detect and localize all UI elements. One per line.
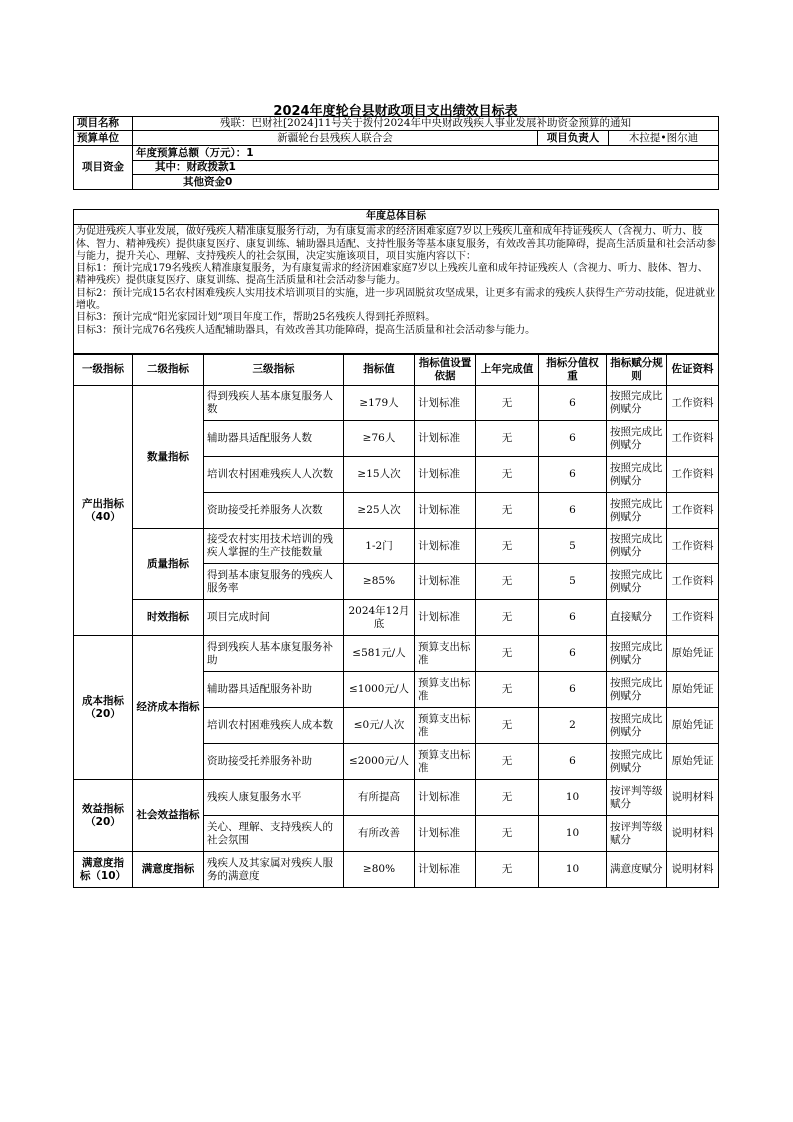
prev-cell: 无 xyxy=(476,564,539,600)
table-row xyxy=(74,780,719,816)
rule-cell: 按照完成比例赋分 xyxy=(607,386,667,421)
weight-cell: 6 xyxy=(539,672,607,708)
rule-cell: 按照完成比例赋分 xyxy=(607,708,667,744)
prev-cell: 无 xyxy=(476,744,539,780)
evidence-cell: 工作资料 xyxy=(667,493,719,529)
level2-cell: 满意度指标 xyxy=(133,852,204,888)
evidence-cell: 原始凭证 xyxy=(667,708,719,744)
value-cell: 2024年12月底 xyxy=(344,600,415,636)
rule-cell: 满意度赋分 xyxy=(607,852,667,888)
level2-cell: 质量指标 xyxy=(133,529,204,600)
value-cell: ≥25人次 xyxy=(344,493,415,529)
weight-cell: 6 xyxy=(539,493,607,529)
basis-cell: 预算支出标准 xyxy=(415,672,476,708)
level3-cell: 资助接受托养服务补助 xyxy=(204,744,344,780)
prev-cell: 无 xyxy=(476,672,539,708)
basis-cell: 预算支出标准 xyxy=(415,744,476,780)
prev-cell: 无 xyxy=(476,457,539,493)
weight-cell: 6 xyxy=(539,600,607,636)
basis-cell: 计划标准 xyxy=(415,493,476,529)
weight-cell: 10 xyxy=(539,852,607,888)
evidence-cell: 原始凭证 xyxy=(667,744,719,780)
weight-cell: 10 xyxy=(539,780,607,816)
level1-cell: 成本指标（20） xyxy=(74,636,133,780)
leader-value: 木拉提•图尔迪 xyxy=(609,131,719,146)
value-cell: ≤0元/人次 xyxy=(344,708,415,744)
rule-cell: 按照完成比例赋分 xyxy=(607,529,667,564)
prev-cell: 无 xyxy=(476,386,539,421)
evidence-cell: 工作资料 xyxy=(667,529,719,564)
evidence-cell: 原始凭证 xyxy=(667,672,719,708)
goal-paragraph: 目标1：预计完成179名残疾人精准康复服务，为有康复需求的经济困难家庭7岁以上残疾儿童和成年持证残疾人（含视力、听力、肢体、智力、精神残疾）提供康复医疗、康复训练、提高生活质量和社会活动参与能力。 xyxy=(76,263,708,287)
basis-cell: 计划标准 xyxy=(415,852,476,888)
evidence-cell: 工作资料 xyxy=(667,457,719,493)
level3-cell: 接受农村实用技术培训的残疾人掌握的生产技能数量 xyxy=(204,529,344,564)
level1-cell: 效益指标（20） xyxy=(74,780,133,852)
value-cell: 1-2门 xyxy=(344,529,415,564)
prev-cell: 无 xyxy=(476,852,539,888)
level3-cell: 得到残疾人基本康复服务人数 xyxy=(204,386,344,421)
funds-total: 年度预算总额（万元）：1 xyxy=(133,146,719,161)
evidence-cell: 说明材料 xyxy=(667,816,719,852)
rule-cell: 按照完成比例赋分 xyxy=(607,744,667,780)
project-info-table xyxy=(73,116,719,190)
level3-cell: 关心、理解、支持残疾人的社会氛围 xyxy=(204,816,344,852)
table-row xyxy=(74,529,719,564)
level3-cell: 得到基本康复服务的残疾人服务率 xyxy=(204,564,344,600)
level3-cell: 项目完成时间 xyxy=(204,600,344,636)
level2-cell: 社会效益指标 xyxy=(133,780,204,852)
weight-cell: 6 xyxy=(539,421,607,457)
value-cell: ≥76人 xyxy=(344,421,415,457)
prev-cell: 无 xyxy=(476,816,539,852)
goal-paragraph: 目标3：预计完成76名残疾人适配辅助器具，有效改善其功能障碍，提高生活质量和社会活动参与能力。 xyxy=(76,324,536,336)
value-cell: ≥179人 xyxy=(344,386,415,421)
level1-cell: 产出指标（40） xyxy=(74,386,133,636)
prev-cell: 无 xyxy=(476,493,539,529)
level2-cell: 经济成本指标 xyxy=(133,636,204,780)
level3-cell: 残疾人及其家属对残疾人服务的满意度 xyxy=(204,852,344,888)
weight-cell: 6 xyxy=(539,457,607,493)
level3-cell: 辅助器具适配服务人数 xyxy=(204,421,344,457)
table-row xyxy=(74,636,719,672)
rule-cell: 按照完成比例赋分 xyxy=(607,421,667,457)
value-cell: ≥80% xyxy=(344,852,415,888)
evidence-cell: 工作资料 xyxy=(667,564,719,600)
leader-label: 项目负责人 xyxy=(538,131,609,146)
basis-cell: 计划标准 xyxy=(415,564,476,600)
prev-cell: 无 xyxy=(476,708,539,744)
project-name-value: 残联：巴财社[2024]11号关于拨付2024年中央财政残疾人事业发展补助资金预算的通知 xyxy=(133,117,719,131)
goal-paragraph: 目标2：预计完成15名农村困难残疾人实用技术培训项目的实施，进一步巩固脱贫攻坚成果，让更多有需求的残疾人获得生产劳动技能，促进就业增收。 xyxy=(76,287,716,312)
indicators-body xyxy=(74,386,719,888)
funds-label: 项目资金 xyxy=(74,146,133,190)
rule-cell: 按照完成比例赋分 xyxy=(607,564,667,600)
level1-cell: 满意度指标（10） xyxy=(74,852,133,888)
rule-cell: 按评判等级赋分 xyxy=(607,816,667,852)
col-header-prev: 上年完成值 xyxy=(476,354,539,386)
prev-cell: 无 xyxy=(476,421,539,457)
evidence-cell: 工作资料 xyxy=(667,386,719,421)
unit-label: 预算单位 xyxy=(74,131,133,146)
goals-text xyxy=(74,225,719,355)
basis-cell: 计划标准 xyxy=(415,600,476,636)
rule-cell: 按照完成比例赋分 xyxy=(607,636,667,672)
goal-paragraph: 目标3：预计完成“阳光家园计划”项目年度工作，帮助25名残疾人得到托养照料。 xyxy=(76,312,436,324)
evidence-cell: 说明材料 xyxy=(667,852,719,888)
weight-cell: 6 xyxy=(539,636,607,672)
goal-paragraph: 为促进残疾人事业发展，做好残疾人精准康复服务行动，为有康复需求的经济困难家庭7岁以上残疾儿童和成年持证残疾人（含视力、听力、肢体、智力、精神残疾）提供康复医疗、康复训练、辅助器具适配、支持性服务等基本康复服务，有效改善其功能障碍，提高生活质量和社会活动参与能力，提升关心、理解、支持残疾人的社会氛围，决定实施该项目，项目实施内容以下： xyxy=(76,226,716,262)
table-row xyxy=(74,600,719,636)
col-header-level1: 一级指标 xyxy=(74,354,133,386)
value-cell: ≥85% xyxy=(344,564,415,600)
project-name-label: 项目名称 xyxy=(74,117,133,131)
rule-cell: 按照完成比例赋分 xyxy=(607,672,667,708)
basis-cell: 计划标准 xyxy=(415,421,476,457)
level3-cell: 培训农村困难残疾人人次数 xyxy=(204,457,344,493)
annual-goals-table xyxy=(73,209,719,355)
level3-cell: 培训农村困难残疾人成本数 xyxy=(204,708,344,744)
evidence-cell: 说明材料 xyxy=(667,780,719,816)
level3-cell: 得到残疾人基本康复服务补助 xyxy=(204,636,344,672)
col-header-level3: 三级指标 xyxy=(204,354,344,386)
prev-cell: 无 xyxy=(476,529,539,564)
basis-cell: 预算支出标准 xyxy=(415,708,476,744)
basis-cell: 预算支出标准 xyxy=(415,636,476,672)
table-row xyxy=(74,852,719,888)
col-header-value: 指标值 xyxy=(344,354,415,386)
funds-other: 其他资金0 xyxy=(133,175,719,190)
value-cell: 有所提高 xyxy=(344,780,415,816)
basis-cell: 计划标准 xyxy=(415,816,476,852)
col-header-basis: 指标值设置依据 xyxy=(415,354,476,386)
value-cell: ≥15人次 xyxy=(344,457,415,493)
value-cell: ≤581元/人 xyxy=(344,636,415,672)
basis-cell: 计划标准 xyxy=(415,386,476,421)
level3-cell: 残疾人康复服务水平 xyxy=(204,780,344,816)
rule-cell: 按评判等级赋分 xyxy=(607,780,667,816)
unit-value: 新疆轮台县残疾人联合会 xyxy=(133,131,538,146)
value-cell: 有所改善 xyxy=(344,816,415,852)
prev-cell: 无 xyxy=(476,780,539,816)
evidence-cell: 工作资料 xyxy=(667,600,719,636)
prev-cell: 无 xyxy=(476,600,539,636)
basis-cell: 计划标准 xyxy=(415,457,476,493)
basis-cell: 计划标准 xyxy=(415,780,476,816)
basis-cell: 计划标准 xyxy=(415,529,476,564)
col-header-weight: 指标分值权重 xyxy=(539,354,607,386)
col-header-level2: 二级指标 xyxy=(133,354,204,386)
weight-cell: 5 xyxy=(539,564,607,600)
level3-cell: 资助接受托养服务人次数 xyxy=(204,493,344,529)
level2-cell: 时效指标 xyxy=(133,600,204,636)
weight-cell: 6 xyxy=(539,744,607,780)
col-header-evidence: 佐证资料 xyxy=(667,354,719,386)
goals-heading: 年度总体目标 xyxy=(74,210,719,225)
weight-cell: 5 xyxy=(539,529,607,564)
page-title: 2024年度轮台县财政项目支出绩效目标表 xyxy=(273,104,518,119)
prev-cell: 无 xyxy=(476,636,539,672)
level3-cell: 辅助器具适配服务补助 xyxy=(204,672,344,708)
weight-cell: 10 xyxy=(539,816,607,852)
rule-cell: 直接赋分 xyxy=(607,600,667,636)
level2-cell: 数量指标 xyxy=(133,386,204,529)
value-cell: ≤2000元/人 xyxy=(344,744,415,780)
rule-cell: 按照完成比例赋分 xyxy=(607,457,667,493)
evidence-cell: 原始凭证 xyxy=(667,636,719,672)
funds-fiscal: 其中：财政拨款1 xyxy=(133,161,719,175)
value-cell: ≤1000元/人 xyxy=(344,672,415,708)
weight-cell: 2 xyxy=(539,708,607,744)
weight-cell: 6 xyxy=(539,386,607,421)
table-row xyxy=(74,386,719,421)
indicators-table xyxy=(73,353,719,888)
evidence-cell: 工作资料 xyxy=(667,421,719,457)
rule-cell: 按照完成比例赋分 xyxy=(607,493,667,529)
col-header-rule: 指标赋分规则 xyxy=(607,354,667,386)
